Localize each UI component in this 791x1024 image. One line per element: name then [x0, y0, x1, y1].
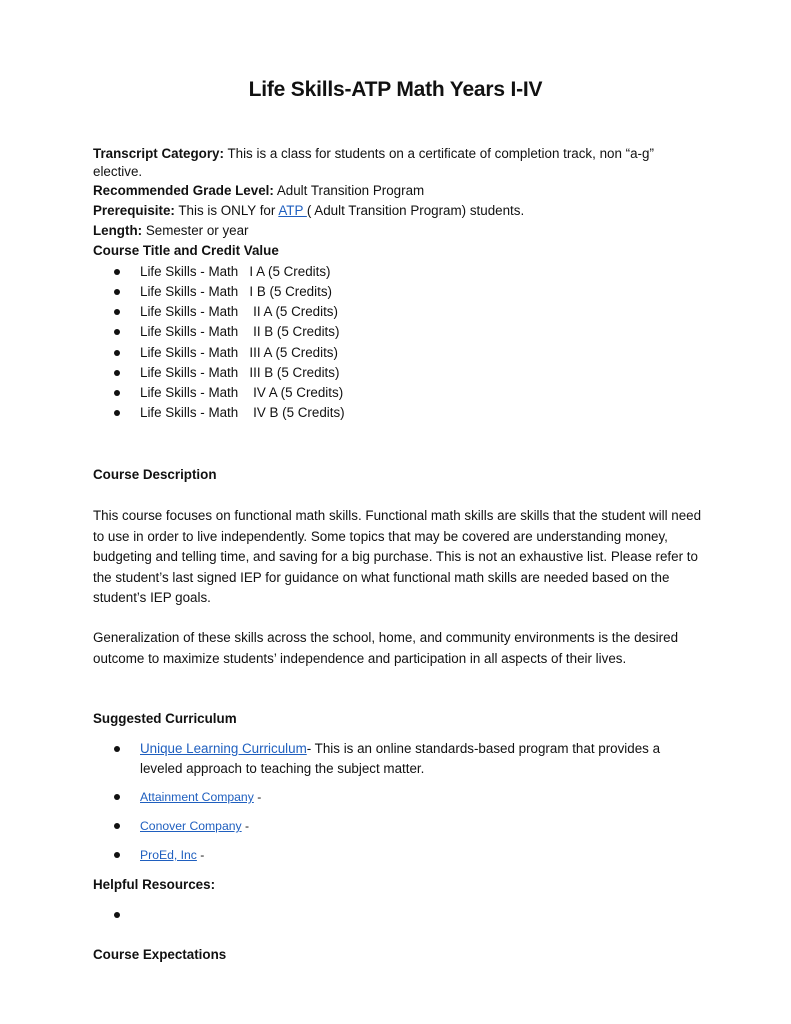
grade-level-value: Adult Transition Program: [273, 183, 425, 198]
length-label: Length:: [93, 223, 143, 238]
prerequisite-label: Prerequisite:: [93, 203, 175, 218]
bullet-icon: [114, 370, 120, 376]
course-expectations-heading: Course Expectations: [93, 947, 227, 962]
course-description-paragraph-2: Generalization of these skills across the school, home, and community environments is the desired outcome to maximize students’ independence and participation in all aspects of their lives.: [93, 630, 679, 666]
unique-learning-curriculum-link[interactable]: Unique Learning Curriculum: [140, 741, 307, 756]
length-value: Semester or year: [142, 223, 249, 238]
transcript-category-label: Transcript Category:: [93, 146, 224, 161]
page-title: Life Skills-ATP Math Years I-IV: [248, 78, 543, 101]
bullet-icon: [114, 329, 120, 335]
bullet-icon: [114, 410, 120, 416]
proed-inc-link[interactable]: ProEd, Inc: [140, 848, 197, 862]
grade-level: [93, 181, 424, 201]
bullet-icon: [114, 794, 120, 800]
course-title-heading: Course Title and Credit Value: [93, 243, 279, 258]
bullet-icon: [114, 350, 120, 356]
prerequisite: [93, 201, 524, 221]
length: [93, 221, 249, 241]
document-page: Life Skills-ATP Math Years I-IV Transcript Category: This is a class for students on a certificate of completion track, non “a-g” elective. Recommended Grade Level: Adult Transition Program Prerequisite: This is ONLY for ATP ( Adult Transition Program) students. Length: Semester or year Course Title and Credit Value Life Skills - Math I A (5 Credits) Life Skills - Math I B (5 Credits) Life Skills - Math II A (5 Credits) Life Skills - Math II B (5 Credits) Life Skills - Math III A (5 Credits) Life Skills - Math III B (5 Credits) Life Skills - Math IV A (5 Credits) Life Skills - Math IV B (5 Credits) Course Description This course focuses on functional math skills. Functional math skills are skills that the student will need to use in order to live independently. Some topics that may be covered are understanding money, budgeting and telling time, and saving for a big purchase. This is not an exhaustive list. Please refer to the student’s last signed IEP for guidance on what functional math skills are needed based on the student’s IEP goals. Generalization of these skills across the school, home, and community environments is the desired outcome to maximize students’ independence and participation in all aspects of their lives. Suggested Curriculum Unique Learning Curriculum- This is an online standards-based program that provides a leveled approach to teaching the subject matter. Attainment Company - Conover Company - ProEd, Inc - Helpful Resources: Course Expectations: [0, 0, 791, 1024]
atp-link[interactable]: ATP: [278, 203, 307, 218]
bullet-icon: [114, 823, 120, 829]
bullet-icon: [114, 269, 120, 275]
prerequisite-post: ( Adult Transition Program) students.: [306, 203, 525, 218]
course-description-paragraph-1: This course focuses on functional math skills. Functional math skills are skills that the student will need to use in order to live independently. Some topics that may be covered are understanding money, budgeting and telling time, and saving for a big purchase. This is not an exhaustive list. Please refer to the student’s last signed IEP for guidance on what functional math skills are needed based on the student’s IEP goals.: [93, 508, 702, 605]
bullet-icon: [114, 390, 120, 396]
bullet-icon: [114, 309, 120, 315]
suggested-curriculum-heading: Suggested Curriculum: [93, 711, 237, 726]
bullet-icon: [114, 852, 120, 858]
conover-company-link[interactable]: Conover Company: [140, 819, 242, 833]
attainment-company-link[interactable]: Attainment Company: [140, 790, 254, 804]
grade-level-label: Recommended Grade Level:: [93, 183, 274, 198]
prerequisite-pre: This is ONLY for: [174, 203, 279, 218]
transcript-category-cont: elective.: [93, 164, 143, 179]
bullet-icon: [114, 746, 120, 752]
bullet-icon: [114, 289, 120, 295]
transcript-category-value: This is a class for students on a certificate of completion track, non “a-g”: [223, 146, 654, 161]
bullet-icon: [114, 912, 120, 918]
helpful-resources-heading: Helpful Resources:: [93, 877, 216, 892]
course-description-heading: Course Description: [93, 467, 217, 482]
transcript-category: [93, 144, 654, 164]
